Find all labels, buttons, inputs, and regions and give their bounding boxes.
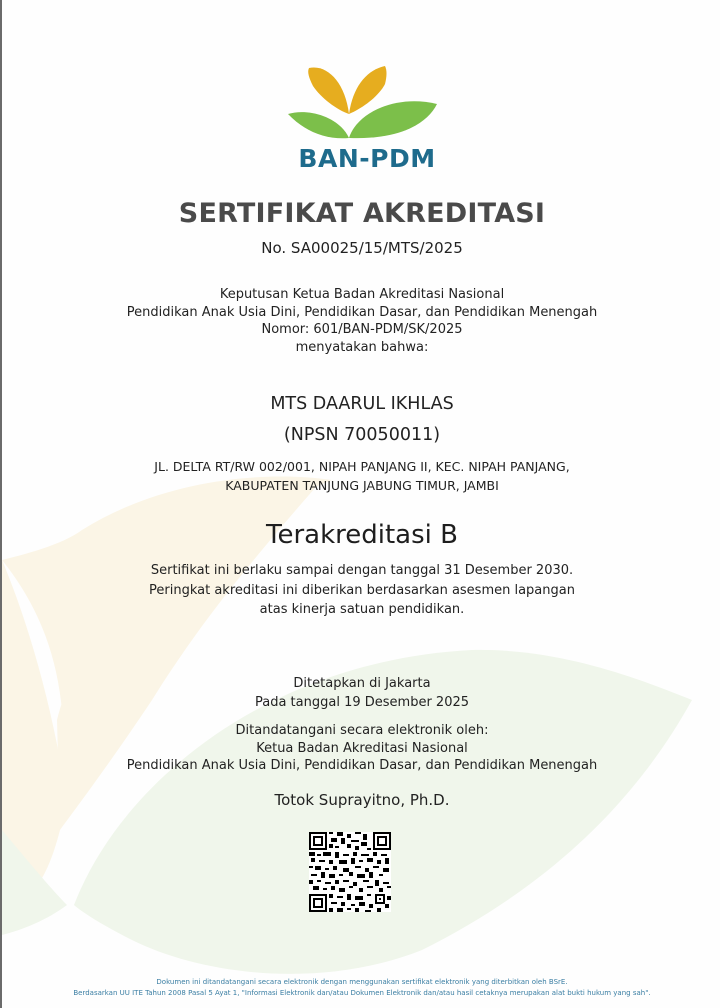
institution-npsn: (NPSN 70050011)	[283, 425, 441, 445]
signature-block	[2, 722, 720, 775]
certificate-title: SERTIFIKAT AKREDITASI	[178, 198, 546, 229]
ban-pdm-logo	[287, 62, 447, 177]
signature-line: Ketua Badan Akreditasi Nasional	[256, 740, 468, 756]
institution-name: MTS DAARUL IKHLAS	[270, 394, 454, 414]
validity-statement	[2, 561, 720, 620]
issuance-date: Pada tanggal 19 Desember 2025	[254, 695, 470, 710]
sprouting-leaves-logo-icon	[287, 62, 447, 144]
certificate-content	[2, 0, 720, 1008]
signature-line: Ditandatangani secara elektronik oleh:	[235, 723, 489, 738]
footer-disclaimer	[2, 977, 720, 998]
qr-code-icon[interactable]	[309, 832, 391, 912]
validity-line: Sertifikat ini berlaku sampai dengan tanggal 31 Desember 2030.	[150, 563, 574, 578]
decree-block	[2, 286, 720, 356]
footer-line: Dokumen ini ditandatangani secara elektronik dengan menggunakan sertifikat elektronik yang diterbitkan oleh BSrE.	[156, 978, 568, 986]
validity-line: atas kinerja satuan pendidikan.	[259, 602, 465, 617]
decree-line: menyatakan bahwa:	[295, 339, 429, 355]
footer-line: Berdasarkan UU ITE Tahun 2008 Pasal 5 Ayat 1, "Informasi Elektronik dan/atau Dokumen Elektronik dan/atau hasil cetaknya merupakan alat bukti hukum yang sah".	[73, 988, 651, 997]
decree-line: Keputusan Ketua Badan Akreditasi Nasional	[219, 287, 505, 302]
accreditation-status: Terakreditasi B	[266, 520, 458, 550]
issuance-block	[2, 674, 720, 712]
signature-line: Pendidikan Anak Usia Dini, Pendidikan Dasar, dan Pendidikan Menengah	[126, 758, 598, 773]
address-line: JL. DELTA RT/RW 002/001, NIPAH PANJANG II, KEC. NIPAH PANJANG,	[154, 459, 570, 474]
issuance-place: Ditetapkan di Jakarta	[293, 676, 431, 691]
certificate-number: No. SA00025/15/MTS/2025	[261, 239, 463, 257]
validity-line: Peringkat akreditasi ini diberikan berdasarkan asesmen lapangan	[149, 582, 575, 598]
logo-text: BAN-PDM	[298, 144, 436, 173]
decree-line: Pendidikan Anak Usia Dini, Pendidikan Dasar, dan Pendidikan Menengah	[126, 304, 598, 320]
address-line: KABUPATEN TANJUNG JABUNG TIMUR, JAMBI	[225, 478, 499, 493]
signer-name: Totok Suprayitno, Ph.D.	[274, 791, 450, 809]
institution-address	[2, 457, 720, 495]
decree-line: Nomor: 601/BAN-PDM/SK/2025	[261, 322, 463, 337]
